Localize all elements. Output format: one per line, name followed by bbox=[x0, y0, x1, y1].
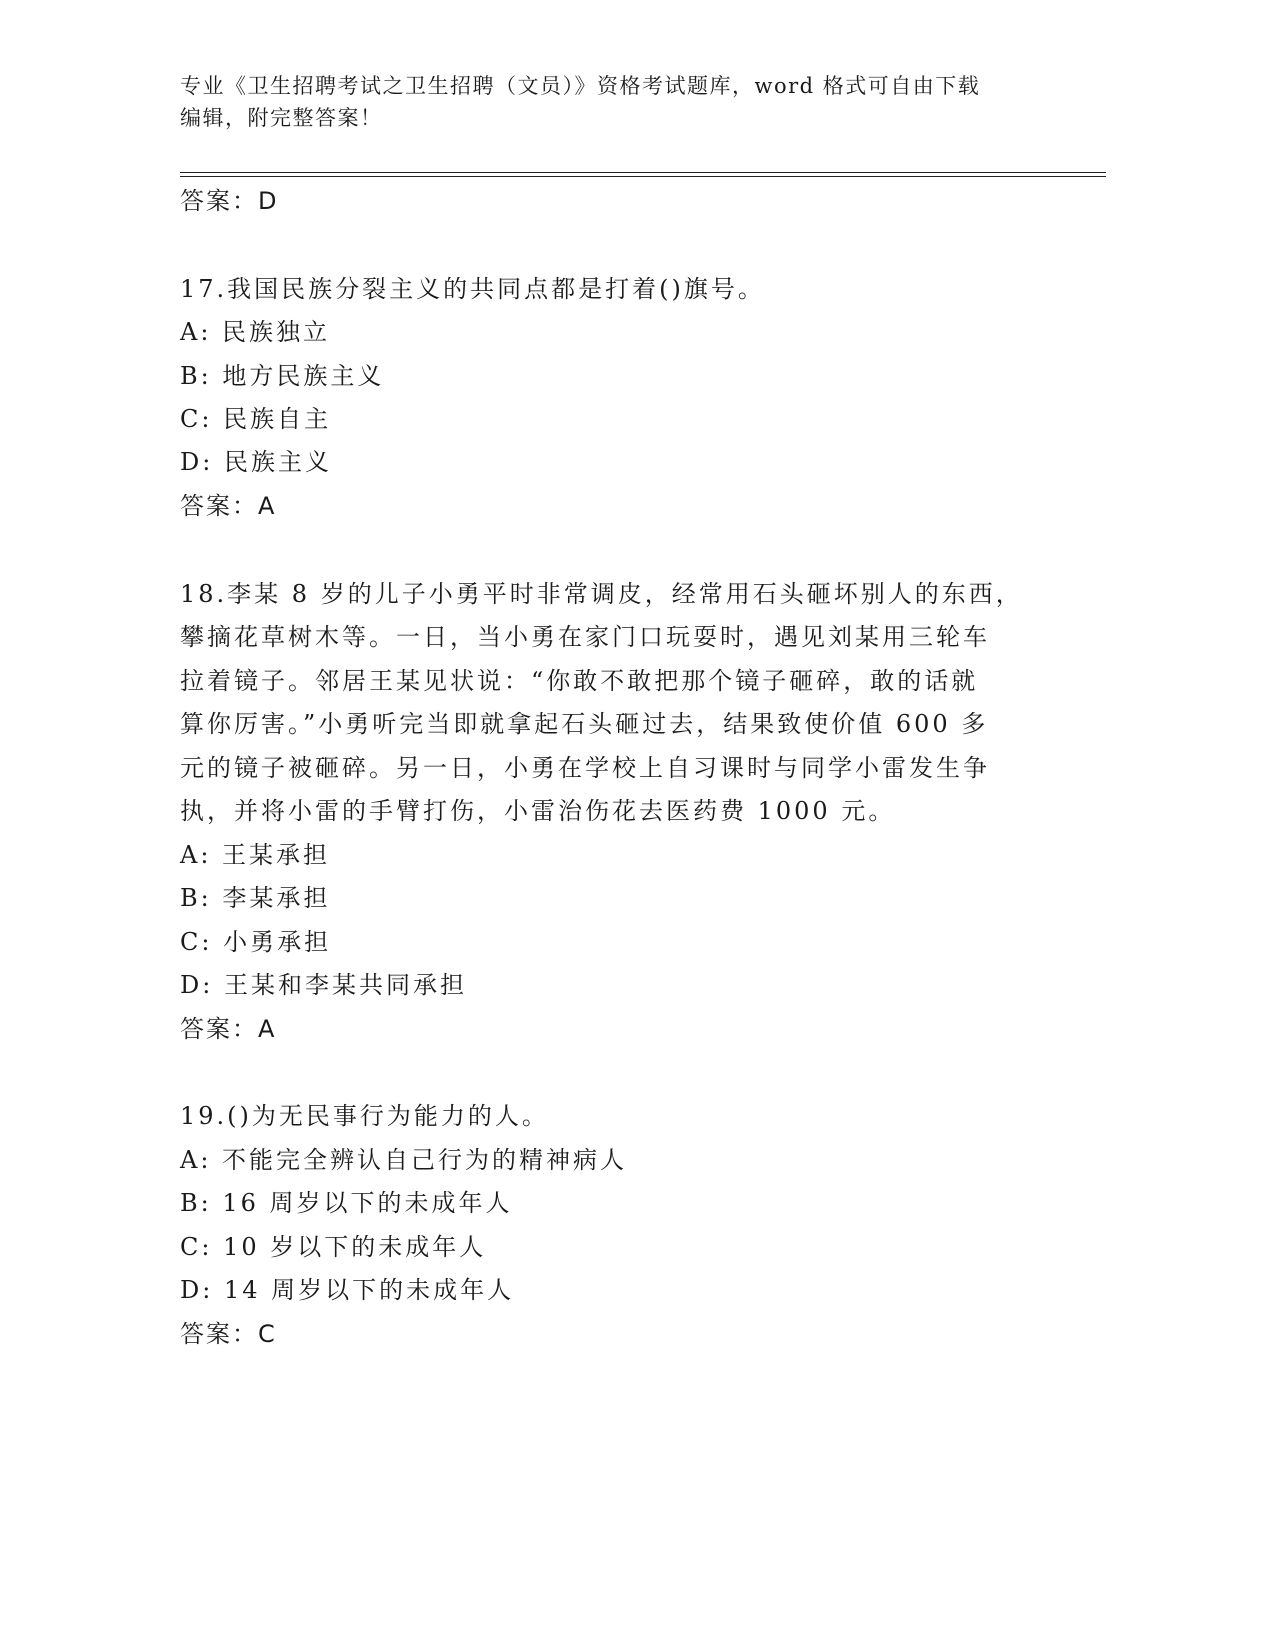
question-18-option-b: B: 李某承担 bbox=[180, 884, 331, 912]
question-18-text-line-6: 执，并将小雷的手臂打伤，小雷治伤花去医药费 1000 元。 bbox=[180, 797, 896, 825]
question-19-answer: 答案：C bbox=[180, 1320, 277, 1348]
question-18-option-c: C: 小勇承担 bbox=[180, 928, 332, 956]
header-divider-bottom bbox=[180, 176, 1106, 177]
question-19-option-a: A: 不能完全辨认自己行为的精神病人 bbox=[180, 1146, 628, 1174]
question-18-text-line-5: 元的镜子被砸碎。另一日，小勇在学校上自习课时与同学小雷发生争 bbox=[180, 754, 990, 782]
question-18-text-line-2: 攀摘花草树木等。一日，当小勇在家门口玩耍时，遇见刘某用三轮车 bbox=[180, 623, 990, 651]
header-divider-top bbox=[180, 172, 1106, 173]
question-17-text: 17.我国民族分裂主义的共同点都是打着()旗号。 bbox=[180, 275, 765, 303]
question-17-option-d: D: 民族主义 bbox=[180, 448, 332, 476]
question-19-option-b: B: 16 周岁以下的未成年人 bbox=[180, 1189, 513, 1217]
question-18-text-line-4: 算你厉害。”小勇听完当即就拿起石头砸过去，结果致使价值 600 多 bbox=[180, 710, 989, 738]
question-17-option-a: A: 民族独立 bbox=[180, 318, 331, 346]
question-17-answer: 答案：A bbox=[180, 492, 277, 520]
header-line-1: 专业《卫生招聘考试之卫生招聘（文员）》资格考试题库，word 格式可自由下载 bbox=[180, 74, 981, 98]
question-17-option-c: C: 民族自主 bbox=[180, 405, 332, 433]
document-header bbox=[180, 70, 1080, 134]
question-19-option-c: C: 10 岁以下的未成年人 bbox=[180, 1233, 487, 1261]
question-17-option-b: B: 地方民族主义 bbox=[180, 362, 385, 390]
question-18-option-a: A: 王某承担 bbox=[180, 841, 331, 869]
question-18-answer: 答案：A bbox=[180, 1015, 277, 1043]
question-19-text: 19.()为无民事行为能力的人。 bbox=[180, 1102, 549, 1130]
question-18-text-line-1: 18.李某 8 岁的儿子小勇平时非常调皮，经常用石头砸坏别人的东西， bbox=[180, 580, 1023, 608]
question-18-text-line-3: 拉着镜子。邻居王某见状说：“你敢不敢把那个镜子砸碎，敢的话就 bbox=[180, 667, 979, 695]
question-18-option-d: D: 王某和李某共同承担 bbox=[180, 971, 467, 999]
question-19-option-d: D: 14 周岁以下的未成年人 bbox=[180, 1276, 515, 1304]
answer-16: 答案：D bbox=[180, 187, 279, 215]
header-line-2: 编辑，附完整答案！ bbox=[180, 106, 383, 130]
